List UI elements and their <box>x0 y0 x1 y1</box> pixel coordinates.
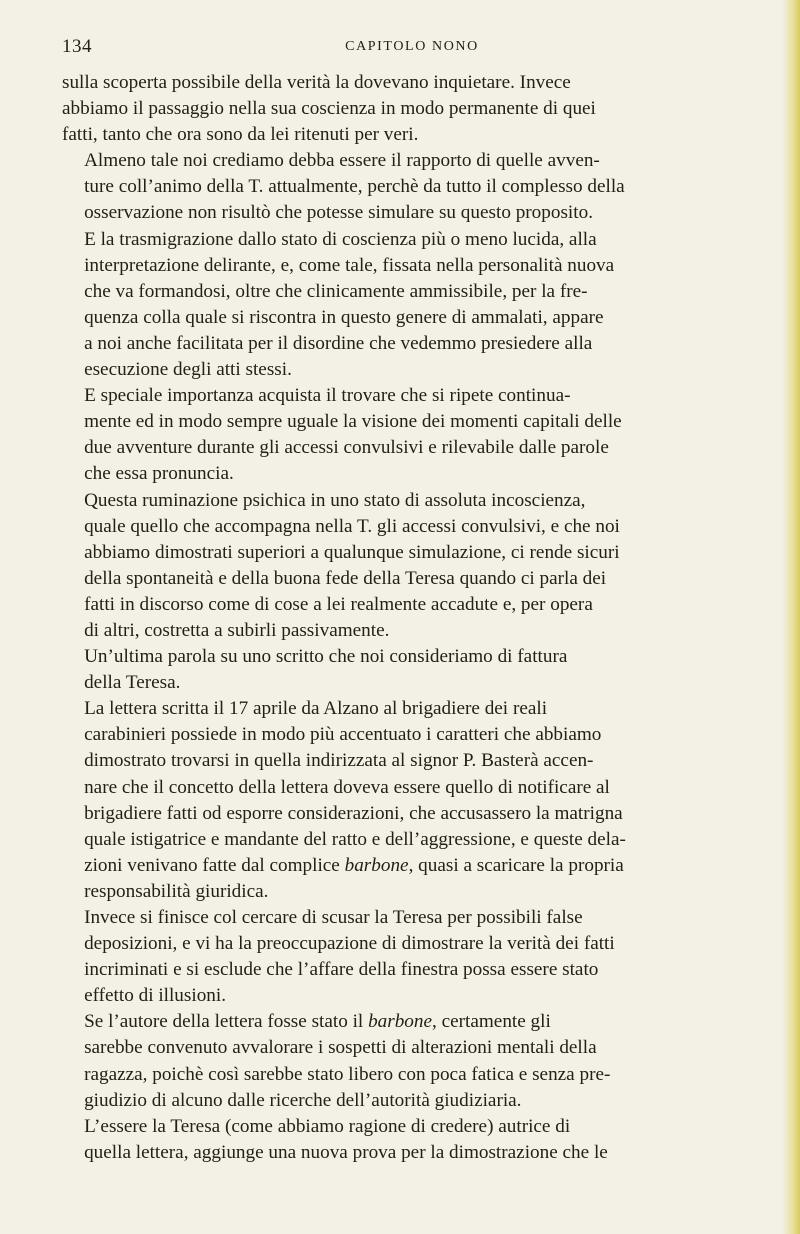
text-fragment: Se l’autore della lettera fosse stato il <box>84 1011 369 1033</box>
text-line <box>62 853 738 879</box>
text-line: L’essere la Teresa (come abbiamo ragione di credere) autrice di <box>84 1115 571 1137</box>
text-line: Invece si finisce col cercare di scusar la Teresa per possibili false <box>84 907 583 928</box>
text-line: fatti, tanto che ora sono da lei ritenuti per veri. <box>62 124 419 146</box>
text-line: abbiamo dimostrati superiori a qualunque simulazione, ci rende sicuri <box>84 541 620 563</box>
paragraph <box>62 148 738 226</box>
page-edge-shading <box>782 0 800 1234</box>
text-line: di altri, costretta a subirli passivamente. <box>84 619 390 641</box>
text-line: quella lettera, aggiunge una nuova prova per la dimostrazione che le <box>84 1141 608 1163</box>
text-line: fatti in discorso come di cose a lei realmente accadute e, per opera <box>84 593 593 615</box>
body-text <box>62 70 738 1166</box>
text-line: abbiamo il passaggio nella sua coscienza in modo permanente di quei <box>62 98 596 120</box>
text-line: deposizioni, e vi ha la preoccupazione di dimostrare la verità dei fatti <box>84 933 615 955</box>
paragraph <box>62 383 738 487</box>
paragraph <box>62 696 738 905</box>
text-line: interpretazione delirante, e, come tale, fissata nella personalità nuova <box>84 254 615 276</box>
text-line: sarebbe convenuto avvalorare i sospetti di alterazioni mentali della <box>84 1037 597 1059</box>
text-line: Questa ruminazione psichica in uno stato di assoluta incoscienza, <box>84 489 586 511</box>
paragraph <box>62 905 738 1009</box>
text-line: a noi anche facilitata per il disordine che vedemmo presiedere alla <box>84 332 593 354</box>
text-fragment: , certamente gli <box>432 1011 551 1033</box>
paragraph <box>62 1009 738 1113</box>
text-line: E speciale importanza acquista il trovare che si ripete continua- <box>84 385 571 407</box>
text-line: quale istigatrice e mandante del ratto e dell’aggressione, e queste dela- <box>84 828 626 850</box>
paragraph <box>62 70 738 148</box>
text-line: Un’ultima parola su uno scritto che noi consideriamo di fattura <box>84 646 568 668</box>
paragraph <box>62 644 738 696</box>
text-fragment: zioni venivano fatte dal complice <box>84 854 345 876</box>
running-title: CAPITOLO NONO <box>345 39 479 54</box>
paragraph <box>62 1114 738 1166</box>
text-line: nare che il concetto della lettera doveva essere quello di notificare al <box>84 776 610 798</box>
paragraph <box>62 227 738 384</box>
text-line: che essa pronuncia. <box>84 463 234 485</box>
text-line: Almeno tale noi crediamo debba essere il rapporto di quelle avven- <box>84 150 600 172</box>
text-line: che va formandosi, oltre che clinicamente ammissibile, per la fre- <box>84 280 588 302</box>
page-header <box>62 36 738 60</box>
text-line: della spontaneità e della buona fede della Teresa quando ci parla dei <box>84 567 607 589</box>
text-line: mente ed in modo sempre uguale la visione dei momenti capitali delle <box>84 411 622 433</box>
text-line: ragazza, poichè così sarebbe stato libero con poca fatica e senza pre- <box>84 1063 611 1085</box>
italic-word: barbone <box>344 854 409 876</box>
text-line: effetto di illusioni. <box>84 985 227 1007</box>
text-line: brigadiere fatti od esporre considerazioni, che accusassero la matrigna <box>84 802 623 824</box>
text-line: osservazione non risultò che potesse simulare su questo proposito. <box>84 202 593 224</box>
text-line: responsabilità giuridica. <box>84 880 269 902</box>
text-line: esecuzione degli atti stessi. <box>84 359 292 381</box>
text-line: quenza colla quale si riscontra in questo genere di ammalati, appare <box>84 306 604 328</box>
text-line: sulla scoperta possibile della verità la dovevano inquietare. Invece <box>62 72 571 93</box>
text-fragment: , quasi a scaricare la propria <box>408 854 624 876</box>
paragraph <box>62 488 738 645</box>
text-line: della Teresa. <box>84 672 181 694</box>
italic-word: barbone <box>368 1011 433 1033</box>
text-line: carabinieri possiede in modo più accentuato i caratteri che abbiamo <box>84 724 602 746</box>
text-line: dimostrato trovarsi in quella indirizzata al signor P. Basterà accen- <box>84 750 594 772</box>
text-line: ture coll’animo della T. attualmente, perchè da tutto il complesso della <box>84 176 625 198</box>
text-line: due avventure durante gli accessi convulsivi e rilevabile dalle parole <box>84 437 609 459</box>
text-line: giudizio di alcuno dalle ricerche dell’autorità giudiziaria. <box>84 1089 522 1111</box>
text-line: E la trasmigrazione dallo stato di coscienza più o meno lucida, alla <box>84 228 597 250</box>
text-line: quale quello che accompagna nella T. gli accessi convulsivi, e che noi <box>84 515 620 537</box>
text-line <box>62 1009 738 1035</box>
text-line: incriminati e si esclude che l’affare della finestra possa essere stato <box>84 959 599 981</box>
text-line: La lettera scritta il 17 aprile da Alzano al brigadiere dei reali <box>84 698 548 720</box>
page-number: 134 <box>62 36 92 57</box>
